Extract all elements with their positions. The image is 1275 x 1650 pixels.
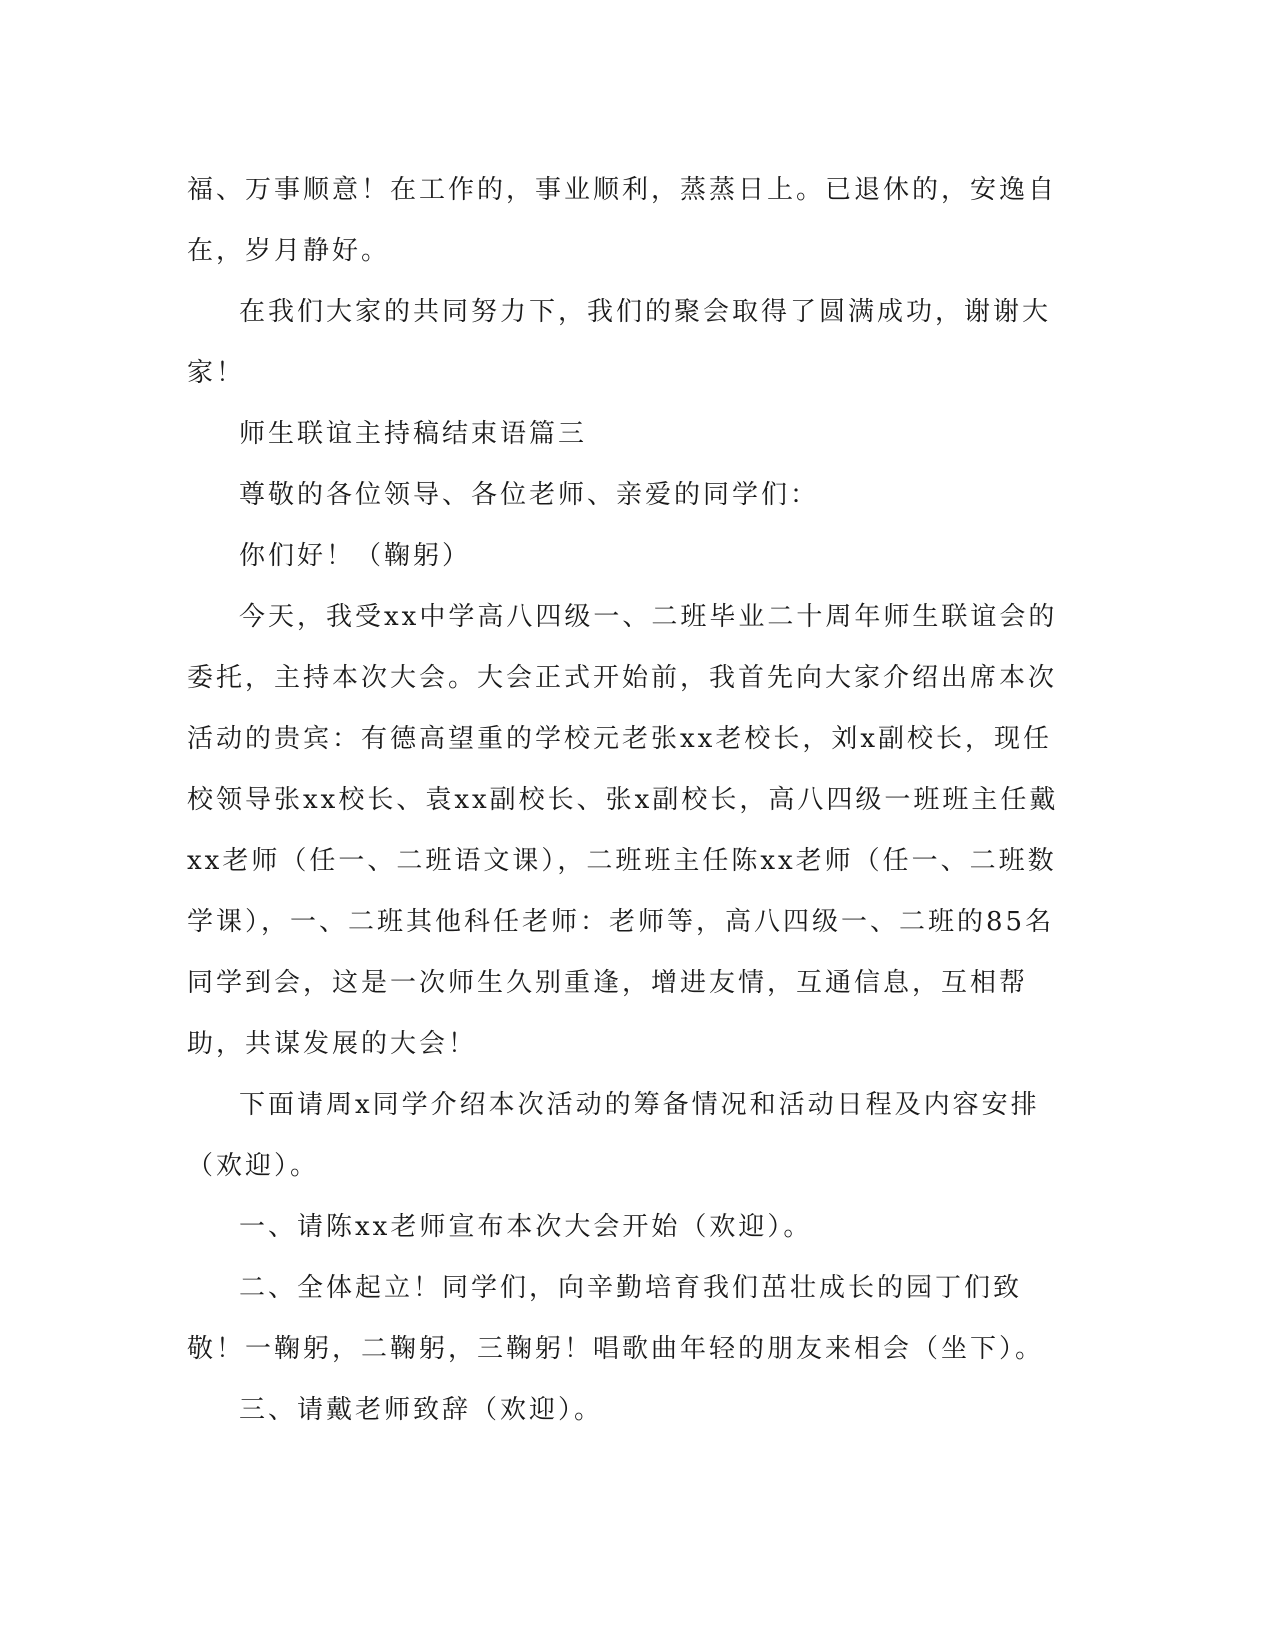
paragraph-continuation: 福、万事顺意！在工作的，事业顺利，蒸蒸日上。已退休的，安逸自在，岁月静好。 [187,175,1058,266]
agenda-item-1: 一、请陈xx老师宣布本次大会开始（欢迎）。 [239,1212,813,1242]
paragraph-salutation: 尊敬的各位领导、各位老师、亲爱的同学们： [239,480,820,510]
agenda-item-3: 三、请戴老师致辞（欢迎）。 [239,1395,604,1425]
section-heading: 师生联谊主持稿结束语篇三 [239,419,588,449]
paragraph-introduction: 今天，我受xx中学高八四级一、二班毕业二十周年师生联谊会的委托，主持本次大会。大会正式开始前，我首先向大家介绍出席本次活动的贵宾：有德高望重的学校元老张xx老校长，刘x副校长，现任校领导张xx校长、袁xx副校长、张x副校长，高八四级一班班主任戴xx老师（任一、二班语文课），二班班主任陈xx老师（任一、二班数学课），一、二班其他科任老师：老师等，高八四级一、二班的85名同学到会，这是一次师生久别重逢，增进友情，互通信息，互相帮助，共谋发展的大会！ [187,602,1059,1059]
agenda-item-2: 二、全体起立！同学们，向辛勤培育我们茁壮成长的园丁们致敬！一鞠躬，二鞠躬，三鞠躬！唱歌曲年轻的朋友来相会（坐下）。 [187,1273,1045,1364]
document-body [187,160,1073,1441]
paragraph-agenda-intro: 下面请周x同学介绍本次活动的筹备情况和活动日程及内容安排（欢迎）。 [187,1090,1040,1181]
paragraph-greeting: 你们好！（鞠躬） [239,541,472,571]
paragraph-thanks: 在我们大家的共同努力下，我们的聚会取得了圆满成功，谢谢大家！ [187,297,1052,388]
